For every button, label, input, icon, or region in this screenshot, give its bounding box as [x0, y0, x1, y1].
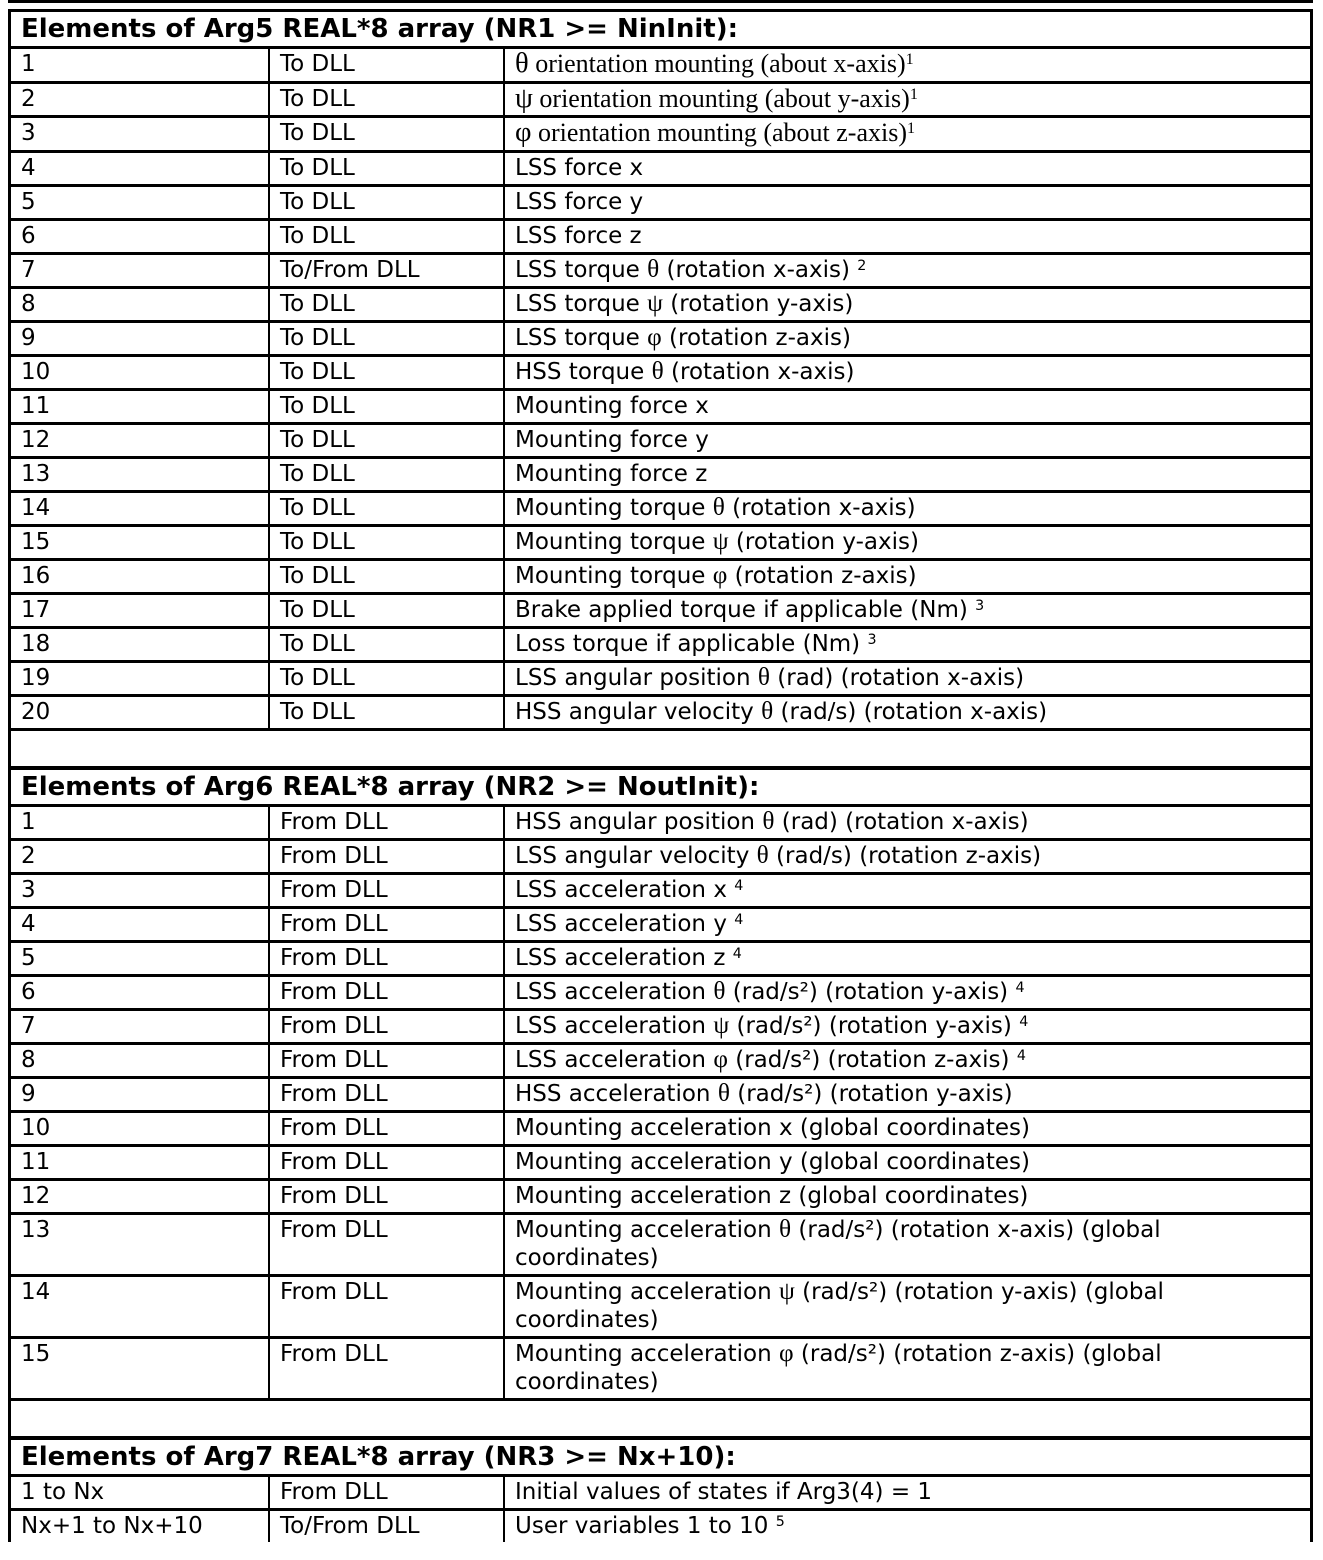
row-direction-cell: To/From DLL [270, 1511, 505, 1542]
row-index-cell: 14 [11, 1277, 270, 1336]
row-index-cell: 2 [11, 84, 270, 116]
greek-symbol: ψ [515, 82, 533, 114]
table-row [11, 153, 1310, 187]
table-title: Elements of Arg7 REAL*8 array (NR3 >= Nx+10): [11, 1440, 1310, 1477]
row-direction-cell: From DLL [270, 1181, 505, 1212]
row-index-cell: 20 [11, 697, 270, 728]
row-direction-cell: To DLL [270, 289, 505, 320]
row-index-cell: 6 [11, 977, 270, 1008]
row-description-cell: Mounting torque ψ (rotation y-axis) [515, 526, 919, 555]
row-direction-cell: From DLL [270, 1011, 505, 1042]
table-row [11, 807, 1310, 841]
row-description-cell: User variables 1 to 10 $^5$ [515, 1512, 785, 1539]
row-description-cell: Mounting acceleration θ (rad/s²) (rotation x-axis) (global coordinates) [515, 1214, 1161, 1271]
table-title: Elements of Arg6 REAL*8 array (NR2 >= NoutInit): [11, 770, 1310, 807]
table-row [11, 391, 1310, 425]
row-index-cell: 18 [11, 629, 270, 660]
row-direction-cell: From DLL [270, 1113, 505, 1144]
arg5-table-body [11, 49, 1310, 731]
table-row [11, 595, 1310, 629]
table-row [11, 49, 1310, 84]
arg5-elements-table [11, 9, 1310, 731]
footnote-ref: 3 [867, 631, 877, 648]
greek-symbol: θ [778, 1214, 792, 1243]
footnote-ref: 1 [909, 85, 918, 103]
row-description-cell: LSS torque ψ (rotation y-axis) [515, 288, 854, 317]
row-direction-cell: To DLL [270, 595, 505, 626]
table-row [11, 1011, 1310, 1045]
row-index-cell: 19 [11, 663, 270, 694]
table-row [11, 1147, 1310, 1181]
row-description-cell: Mounting force z [515, 460, 708, 487]
row-index-cell: 9 [11, 323, 270, 354]
arg6-elements-table [11, 766, 1310, 1401]
row-index-cell: 15 [11, 1339, 270, 1398]
row-index-cell: 13 [11, 1215, 270, 1274]
greek-symbol: θ [515, 48, 529, 79]
row-index-cell: 11 [11, 1147, 270, 1178]
row-direction-cell: To DLL [270, 697, 505, 728]
table-row [11, 663, 1310, 697]
footnote-ref: 1 [906, 120, 916, 138]
row-direction-cell: To/From DLL [270, 255, 505, 286]
arg7-table-body [11, 1477, 1310, 1542]
row-direction-cell: To DLL [270, 221, 505, 252]
row-direction-cell: From DLL [270, 807, 505, 838]
row-index-cell: 2 [11, 841, 270, 872]
arg7-elements-table [11, 1436, 1310, 1542]
row-direction-cell: From DLL [270, 1079, 505, 1110]
table-row [11, 1079, 1310, 1113]
table-row [11, 493, 1310, 527]
row-direction-cell: From DLL [270, 875, 505, 906]
greek-symbol: θ [717, 1078, 730, 1107]
greek-symbol: θ [756, 840, 769, 869]
table-row [11, 1045, 1310, 1079]
greek-symbol: φ [515, 117, 532, 149]
row-description-cell: LSS force x [515, 154, 644, 181]
row-index-cell: 1 to Nx [11, 1477, 270, 1508]
greek-symbol: ψ [712, 526, 729, 555]
row-direction-cell: From DLL [270, 1339, 505, 1398]
row-index-cell: 4 [11, 909, 270, 940]
table-row [11, 1277, 1310, 1339]
table-row [11, 357, 1310, 391]
table-row [11, 289, 1310, 323]
row-index-cell: 7 [11, 1011, 270, 1042]
table-row [11, 1215, 1310, 1277]
row-index-cell: 1 [11, 49, 270, 81]
row-direction-cell: From DLL [270, 1477, 505, 1508]
greek-symbol: φ [712, 560, 728, 589]
row-description-cell: LSS torque φ (rotation z-axis) [515, 322, 851, 351]
row-direction-cell: To DLL [270, 153, 505, 184]
row-description-cell: Mounting acceleration φ (rad/s²) (rotation z-axis) (global coordinates) [515, 1338, 1162, 1395]
row-description-cell: Mounting force x [515, 392, 709, 419]
row-description-cell: Mounting acceleration x (global coordinates) [515, 1114, 1030, 1141]
row-description-cell: Mounting acceleration ψ (rad/s²) (rotation y-axis) (global coordinates) [515, 1276, 1164, 1333]
row-description-cell: LSS angular velocity θ (rad/s) (rotation z-axis) [515, 840, 1042, 869]
row-direction-cell: From DLL [270, 1277, 505, 1336]
row-direction-cell: From DLL [270, 909, 505, 940]
arg6-table-body [11, 807, 1310, 1401]
table-row [11, 629, 1310, 663]
row-direction-cell: From DLL [270, 1147, 505, 1178]
row-description-cell: Brake applied torque if applicable (Nm) $^3$ [515, 596, 985, 623]
table-row [11, 1511, 1310, 1542]
row-index-cell: 1 [11, 807, 270, 838]
table-row [11, 697, 1310, 731]
row-direction-cell: To DLL [270, 561, 505, 592]
row-direction-cell: To DLL [270, 357, 505, 388]
table-row [11, 255, 1310, 289]
row-index-cell: Nx+1 to Nx+10 [11, 1511, 270, 1542]
table-spacer [11, 1401, 1310, 1436]
row-direction-cell: To DLL [270, 323, 505, 354]
row-direction-cell: From DLL [270, 1045, 505, 1076]
greek-symbol: φ [647, 322, 662, 351]
row-description-cell: LSS acceleration y $^4$ [515, 910, 744, 937]
row-description-cell: LSS acceleration x $^4$ [515, 876, 744, 903]
table-row [11, 118, 1310, 153]
row-description-cell: ψ orientation mounting (about y-axis)$^1$ [515, 82, 918, 114]
greek-symbol: θ [757, 662, 770, 691]
row-direction-cell: From DLL [270, 841, 505, 872]
row-index-cell: 14 [11, 493, 270, 524]
row-index-cell: 10 [11, 1113, 270, 1144]
row-index-cell: 11 [11, 391, 270, 422]
footnote-ref: 1 [905, 50, 914, 68]
greek-symbol: θ [761, 696, 774, 725]
footnote-ref: 5 [775, 1513, 785, 1530]
greek-symbol: φ [713, 1044, 728, 1073]
table-row [11, 459, 1310, 493]
table-row [11, 84, 1310, 119]
row-index-cell: 5 [11, 187, 270, 218]
greek-symbol: θ [651, 356, 664, 385]
row-index-cell: 16 [11, 561, 270, 592]
row-direction-cell: To DLL [270, 527, 505, 558]
table-row [11, 561, 1310, 595]
table-row [11, 221, 1310, 255]
table-row [11, 1477, 1310, 1511]
row-description-cell: Mounting force y [515, 426, 709, 453]
footnote-ref: 4 [1019, 1013, 1029, 1030]
dll-array-tables [8, 9, 1313, 1542]
row-description-cell: LSS acceleration z $^4$ [515, 944, 742, 971]
table-title: Elements of Arg5 REAL*8 array (NR1 >= NinInit): [11, 12, 1310, 49]
row-index-cell: 3 [11, 875, 270, 906]
footnote-ref: 4 [734, 877, 744, 894]
table-row [11, 977, 1310, 1011]
row-description-cell: LSS acceleration φ (rad/s²) (rotation z-axis) $^4$ [515, 1044, 1026, 1073]
row-description-cell: Mounting torque θ (rotation x-axis) [515, 492, 916, 521]
table-row [11, 323, 1310, 357]
row-description-cell: LSS angular position θ (rad) (rotation x-axis) [515, 662, 1025, 691]
row-direction-cell: From DLL [270, 1215, 505, 1274]
row-index-cell: 10 [11, 357, 270, 388]
footnote-ref: 4 [732, 945, 742, 962]
row-index-cell: 12 [11, 1181, 270, 1212]
footnote-ref: 2 [857, 257, 867, 274]
table-row [11, 1339, 1310, 1401]
greek-symbol: ψ [647, 288, 663, 317]
row-direction-cell: To DLL [270, 391, 505, 422]
cut-off-border-line [8, 0, 1313, 3]
row-description-cell: Mounting acceleration z (global coordinates) [515, 1182, 1029, 1209]
row-direction-cell: To DLL [270, 118, 505, 150]
row-direction-cell: To DLL [270, 663, 505, 694]
greek-symbol: φ [778, 1338, 794, 1367]
table-row [11, 841, 1310, 875]
row-direction-cell: To DLL [270, 493, 505, 524]
table-row [11, 909, 1310, 943]
footnote-ref: 4 [1016, 1047, 1026, 1064]
table-row [11, 875, 1310, 909]
row-index-cell: 7 [11, 255, 270, 286]
row-index-cell: 13 [11, 459, 270, 490]
row-description-cell: LSS force y [515, 188, 644, 215]
row-index-cell: 9 [11, 1079, 270, 1110]
row-index-cell: 8 [11, 1045, 270, 1076]
row-description-cell: HSS angular velocity θ (rad/s) (rotation x-axis) [515, 696, 1048, 725]
row-index-cell: 12 [11, 425, 270, 456]
row-direction-cell: To DLL [270, 629, 505, 660]
row-description-cell: φ orientation mounting (about z-axis)$^1$ [515, 117, 916, 149]
row-description-cell: LSS torque θ (rotation x-axis) $^2$ [515, 254, 867, 283]
table-row [11, 1113, 1310, 1147]
table-row [11, 1181, 1310, 1215]
greek-symbol: ψ [713, 1010, 730, 1039]
footnote-ref: 3 [975, 597, 985, 614]
row-description-cell: Mounting acceleration y (global coordinates) [515, 1148, 1030, 1175]
row-description-cell: Mounting torque φ (rotation z-axis) [515, 560, 917, 589]
row-direction-cell: To DLL [270, 187, 505, 218]
table-spacer [11, 731, 1310, 766]
table-row [11, 527, 1310, 561]
footnote-ref: 4 [1015, 979, 1025, 996]
greek-symbol: ψ [778, 1276, 795, 1305]
row-index-cell: 3 [11, 118, 270, 150]
row-index-cell: 4 [11, 153, 270, 184]
greek-symbol: θ [713, 976, 726, 1005]
row-direction-cell: To DLL [270, 84, 505, 116]
row-description-cell: HSS acceleration θ (rad/s²) (rotation y-axis) [515, 1078, 1013, 1107]
greek-symbol: θ [712, 492, 725, 521]
row-index-cell: 15 [11, 527, 270, 558]
table-row [11, 187, 1310, 221]
row-description-cell: HSS torque θ (rotation x-axis) [515, 356, 855, 385]
greek-symbol: θ [762, 806, 775, 835]
row-direction-cell: To DLL [270, 425, 505, 456]
footnote-ref: 4 [734, 911, 744, 928]
greek-symbol: θ [647, 254, 660, 283]
row-direction-cell: From DLL [270, 943, 505, 974]
row-description-cell: HSS angular position θ (rad) (rotation x-axis) [515, 806, 1029, 835]
row-description-cell: LSS acceleration ψ (rad/s²) (rotation y-axis) $^4$ [515, 1010, 1029, 1039]
row-direction-cell: From DLL [270, 977, 505, 1008]
row-index-cell: 5 [11, 943, 270, 974]
row-index-cell: 17 [11, 595, 270, 626]
row-direction-cell: To DLL [270, 459, 505, 490]
table-row [11, 425, 1310, 459]
row-description-cell: LSS force z [515, 222, 642, 249]
row-description-cell: LSS acceleration θ (rad/s²) (rotation y-axis) $^4$ [515, 976, 1025, 1005]
row-description-cell: Initial values of states if Arg3(4) = 1 [515, 1478, 933, 1505]
table-row [11, 943, 1310, 977]
row-direction-cell: To DLL [270, 49, 505, 81]
row-index-cell: 6 [11, 221, 270, 252]
row-index-cell: 8 [11, 289, 270, 320]
row-description-cell: Loss torque if applicable (Nm) $^3$ [515, 630, 877, 657]
row-description-cell: θ orientation mounting (about x-axis)$^1$ [515, 48, 914, 79]
